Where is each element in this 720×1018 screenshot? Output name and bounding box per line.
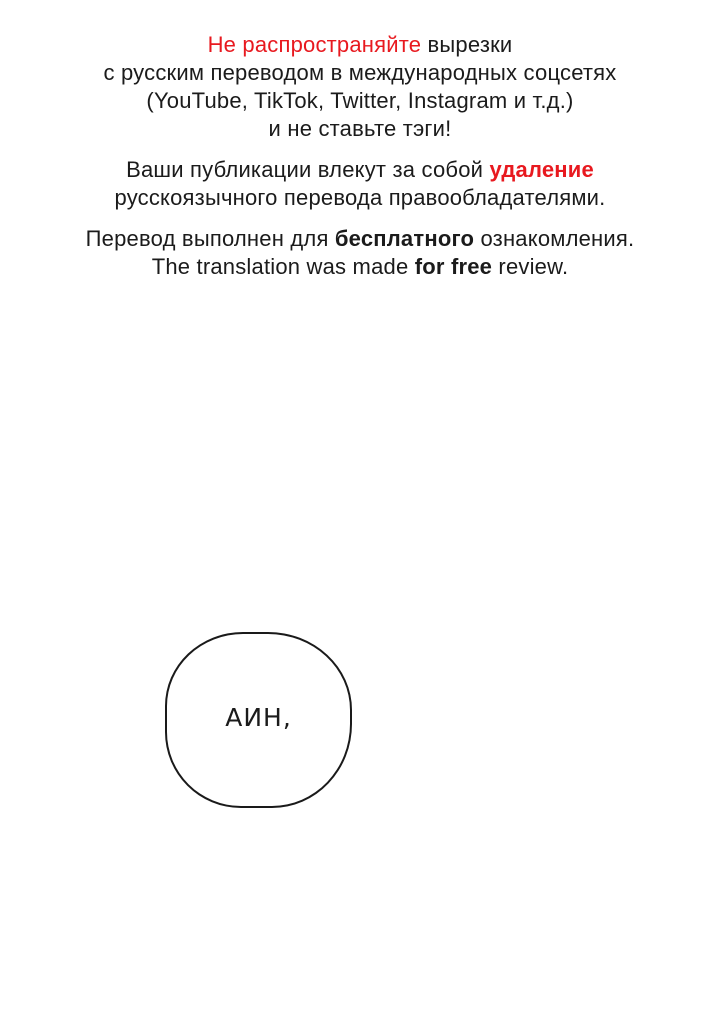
warning-line1-red-text: Не распространяйте [207, 32, 422, 57]
credit-paragraph [0, 225, 720, 281]
translation-notice [0, 31, 720, 294]
credit-line-1 [86, 226, 635, 251]
speech-bubble [165, 632, 352, 808]
credit-line2-pre-text: The translation was made [151, 254, 415, 279]
warning-line-1 [208, 32, 513, 57]
consequence-line1-red-text: удаление [489, 157, 594, 182]
credit-line1-bold-text: бесплатного [334, 226, 475, 251]
credit-line-2 [152, 254, 569, 279]
credit-line1-post-text: ознакомления. [474, 226, 635, 251]
credit-line1-pre-text: Перевод выполнен для [85, 226, 335, 251]
warning-line-4: и не ставьте тэги! [268, 116, 452, 141]
warning-line1-black-text: вырезки [421, 32, 513, 57]
warning-line-3: (YouTube, TikTok, Twitter, Instagram и т.д.) [146, 88, 574, 113]
credit-line2-post-text: review. [492, 254, 569, 279]
credit-line2-bold-text: for free [414, 254, 493, 279]
warning-line-2: с русским переводом в международных соцсетях [103, 60, 617, 85]
consequence-paragraph [0, 156, 720, 212]
consequence-line-2: русскоязычного перевода правообладателями. [114, 185, 606, 210]
consequence-line1-black-text: Ваши публикации влекут за собой [126, 157, 490, 182]
warning-paragraph [0, 31, 720, 143]
speech-bubble-text: АИН, [225, 702, 292, 732]
consequence-line-1 [126, 157, 594, 182]
